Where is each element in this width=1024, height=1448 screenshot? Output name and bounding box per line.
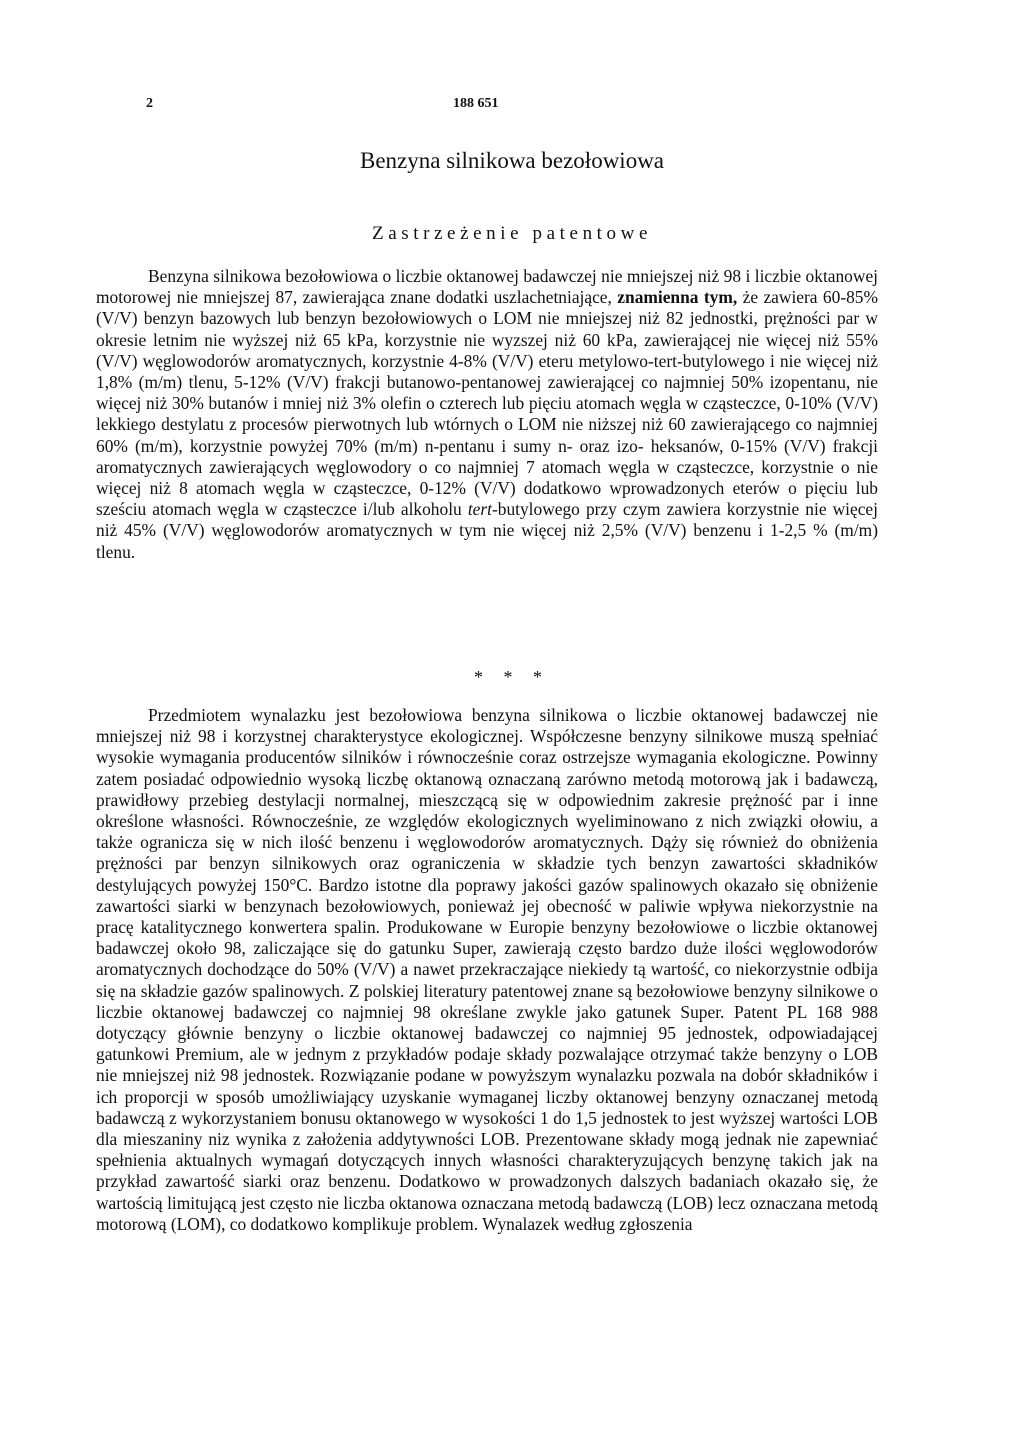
claim-text-part-3: -butylowego przy czym zawiera korzystnie nie więcej niż 45% (V/V) węglowodorów aromatycznych w tym nie więcej niż 2,5% (V/V) benzenu i 1-2,5 % (m/m) tlenu.: [96, 499, 878, 562]
claim-text-part-2: że zawiera 60-85% (V/V) benzyn bazowych lub benzyn bezołowiowych o LOM nie mniejszej niż 82 jednostki, prężności par w okresie letnim nie wyższej niż 65 kPa, korzystnie nie wyzszej niż 60 kPa, zawierającej nie więcej niż 55% (V/V) węglowodorów aromatycznych, korzystnie 4-8% (V/V) eteru metylowo-tert-butylowego i nie więcej niż 1,8% (m/m) tlenu, 5-12% (V/V) frakcji butanowo-pentanowej zawierającej co najmniej 50% izopentanu, nie więcej niż 30% butanów i mniej niż 3% olefin o czterech lub pięciu atomach węgla w cząsteczce, 0-10% (V/V) lekkiego destylatu z procesów pierwotnych lub wtórnych o LOM nie niższej niż 60 zawierającego co najmniej 60% (m/m), korzystnie powyżej 70% (m/m) n-pentanu i sumy n- oraz izo- heksanów, 0-15% (V/V) frakcji aromatycznych zawierających węglowodory o co najmniej 7 atomach węgla w cząsteczce, korzystnie o nie więcej niż 8 atomach węgla w cząsteczce, 0-12% (V/V) dodatkowo wprowadzonych eterów o pięciu lub sześciu atomach węgla w cząsteczce i/lub alkoholu: [96, 287, 878, 520]
page-header: [146, 96, 878, 120]
section-separator: * * *: [474, 667, 550, 687]
claims-heading: Zastrzeżenie patentowe: [371, 223, 652, 244]
description-text: Przedmiotem wynalazku jest bezołowiowa benzyna silnikowa o liczbie oktanowej badawczej nie mniejszej niż 98 i korzystnej charakterystyce ekologicznej. Współczesne benzyny silnikowe muszą spełniać wysokie wymagania producentów silników i równocześnie coraz ostrzejsze wymagania ekologiczne. Powinny zatem posiadać odpowiednio wysoką liczbę oktanową oznaczaną zarówno metodą motorową jak i badawczą, prawidłowy przebieg destylacji normalnej, mieszczącą się w odpowiednim zakresie prężność par i inne określone własności. Równocześnie, ze względów ekologicznych wyeliminowano z nich związki ołowiu, a także ogranicza się w nich ilość benzenu i węglowodorów aromatycznych. Dąży się również do obniżenia prężności par benzyn silnikowych oraz ograniczenia w składzie tych benzyn zawartości składników destylujących powyżej 150°C. Bardzo istotne dla poprawy jakości gazów spalinowych okazało się obniżenie zawartości siarki w benzynach bezołowiowych, ponieważ jej obecność w paliwie wpływa niekorzystnie na pracę katalitycznego konwertera spalin. Produkowane w Europie benzyny bezołowiowe o liczbie oktanowej badawczej około 98, zaliczające się do gatunku Super, zawierają często bardzo duże ilości węglowodorów aromatycznych dochodzące do 50% (V/V) a nawet przekraczające niekiedy tą wartość, co niekorzystnie odbija się na składzie gazów spalinowych. Z polskiej literatury patentowej znane są bezołowiowe benzyny silnikowe o liczbie oktanowej badawczej co najmniej 98 określane zwykle jako gatunek Super. Patent PL 168 988 dotyczący głównie benzyny o liczbie oktanowej badawczej co najmniej 95 jednostek, odpowiadającej gatunkowi Premium, ale w jednym z przykładów podaje składy pozwalające otrzymać także benzyny o LOB nie mniejszej niż 98 jednostek. Rozwiązanie podane w powyższym wynalazku pozwala na dobór składników i ich proporcji w sposób umożliwiający uzyskanie wymaganej liczby oktanowej benzyny oznaczanej metodą badawczą z wykorzystaniem bonusu oktanowego w wysokości 1 do 1,5 jednostek to jest wyższej wartości LOB dla mieszaniny niz wynika z założenia addytywności LOB. Prezentowane składy mogą jednak nie zapewniać spełnienia aktualnych wymagań dotyczących innych własności charakteryzujących benzynę takich jak na przykład zawartość siarki oraz benzenu. Dodatkowo w prowadzonych dalszych badaniach okazało się, że wartością limitującą jest często nie liczba oktanowa oznaczana metodą badawczą (LOB) lecz oznaczana metodą motorową (LOM), co dodatkowo komplikuje problem. Wynalazek według zgłoszenia: [96, 705, 878, 1234]
page-number: 2: [146, 96, 153, 111]
document-title: Benzyna silnikowa bezołowiowa: [359, 148, 665, 173]
patent-number: 188 651: [453, 96, 499, 111]
claim-characterizing-phrase: znamienna tym,: [617, 287, 738, 308]
claim-italic-term: tert: [467, 499, 492, 520]
claim-text-part-1: Benzyna silnikowa bezołowiowa o liczbie oktanowej badawczej nie mniejszej niż 98 i liczbie oktanowej motorowej nie mniejszej 87, zawierająca znane dodatki uszlachetniające,: [96, 266, 878, 308]
claim-paragraph: [96, 266, 878, 563]
description-paragraph: [96, 705, 878, 1235]
